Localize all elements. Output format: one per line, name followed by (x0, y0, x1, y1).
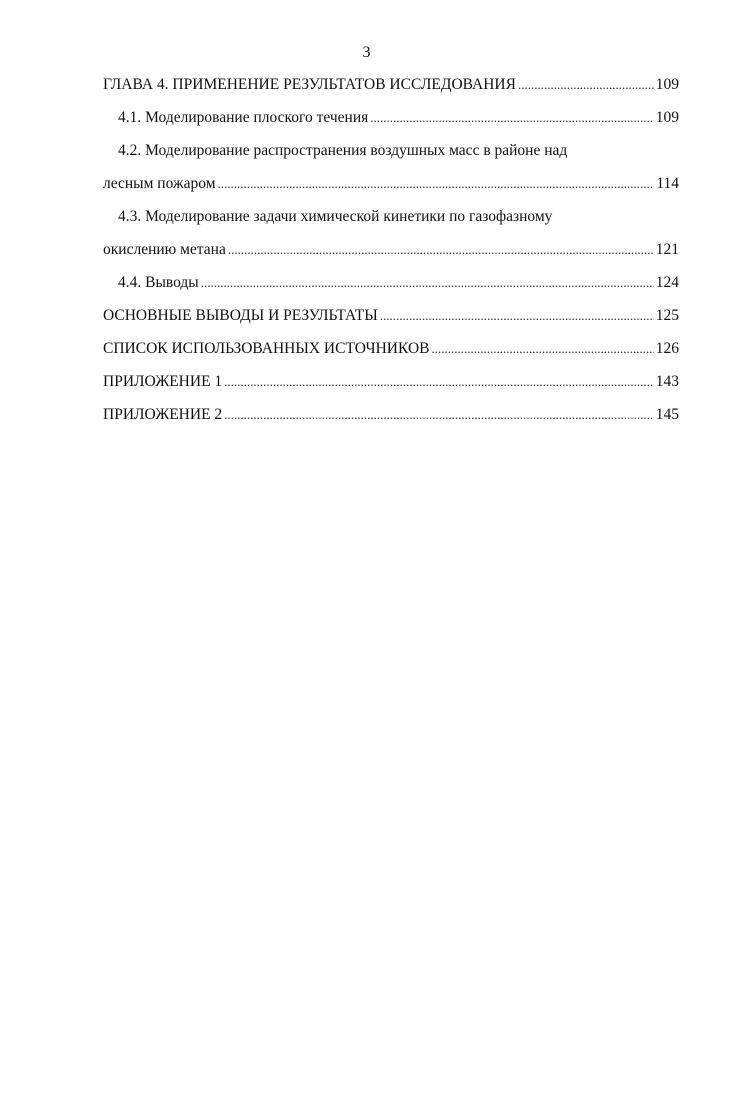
toc-entry-appendix-2[interactable] (103, 404, 679, 426)
dot-leader (218, 173, 655, 195)
dot-leader (380, 305, 654, 327)
toc-entry-title: 4.4. Выводы (118, 274, 199, 291)
dot-leader (370, 107, 653, 129)
toc-entry-4-1[interactable] (118, 107, 679, 129)
toc-entry-title: ПРИЛОЖЕНИЕ 1 (103, 373, 223, 390)
dot-leader (224, 371, 654, 393)
toc-entry-title: ГЛАВА 4. ПРИМЕНЕНИЕ РЕЗУЛЬТАТОВ ИССЛЕДОВАНИЯ (103, 76, 516, 93)
toc-entry-title: ПРИЛОЖЕНИЕ 2 (103, 406, 223, 423)
page-number: 3 (362, 44, 371, 61)
table-of-contents (103, 74, 679, 437)
toc-entry-page: 145 (655, 406, 679, 423)
toc-entry-title: ОСНОВНЫЕ ВЫВОДЫ И РЕЗУЛЬТАТЫ (103, 307, 378, 324)
toc-entry-page: 121 (655, 241, 679, 258)
dot-leader (518, 74, 654, 96)
dot-leader (224, 404, 654, 426)
toc-entry-4-2[interactable] (103, 140, 679, 195)
toc-entry-page: 109 (655, 109, 679, 126)
toc-entry-title-line1: 4.2. Моделирование распространения воздушных масс в районе над (118, 142, 568, 159)
toc-entry-page: 143 (655, 373, 679, 390)
toc-entry-page: 109 (655, 76, 679, 93)
toc-entry-title-line2: лесным пожаром (103, 175, 216, 192)
toc-entry-page: 126 (655, 340, 679, 357)
dot-leader (228, 239, 654, 261)
dot-leader (431, 338, 653, 360)
toc-entry-4-3[interactable] (103, 206, 679, 261)
toc-entry-page: 114 (656, 175, 679, 192)
toc-entry-title: 4.1. Моделирование плоского течения (118, 109, 369, 126)
toc-entry-title: СПИСОК ИСПОЛЬЗОВАННЫХ ИСТОЧНИКОВ (103, 340, 430, 357)
toc-entry-4-4[interactable] (118, 272, 679, 294)
toc-entry-title-line2: окислению метана (103, 241, 226, 258)
toc-entry-title-line1: 4.3. Моделирование задачи химической кинетики по газофазному (118, 208, 553, 225)
toc-entry-page: 124 (655, 274, 679, 291)
toc-entry-appendix-1[interactable] (103, 371, 679, 393)
toc-entry-references[interactable] (103, 338, 679, 360)
toc-entry-chapter-4[interactable] (103, 74, 679, 96)
toc-entry-page: 125 (655, 307, 679, 324)
dot-leader (201, 272, 654, 294)
toc-entry-conclusions[interactable] (103, 305, 679, 327)
